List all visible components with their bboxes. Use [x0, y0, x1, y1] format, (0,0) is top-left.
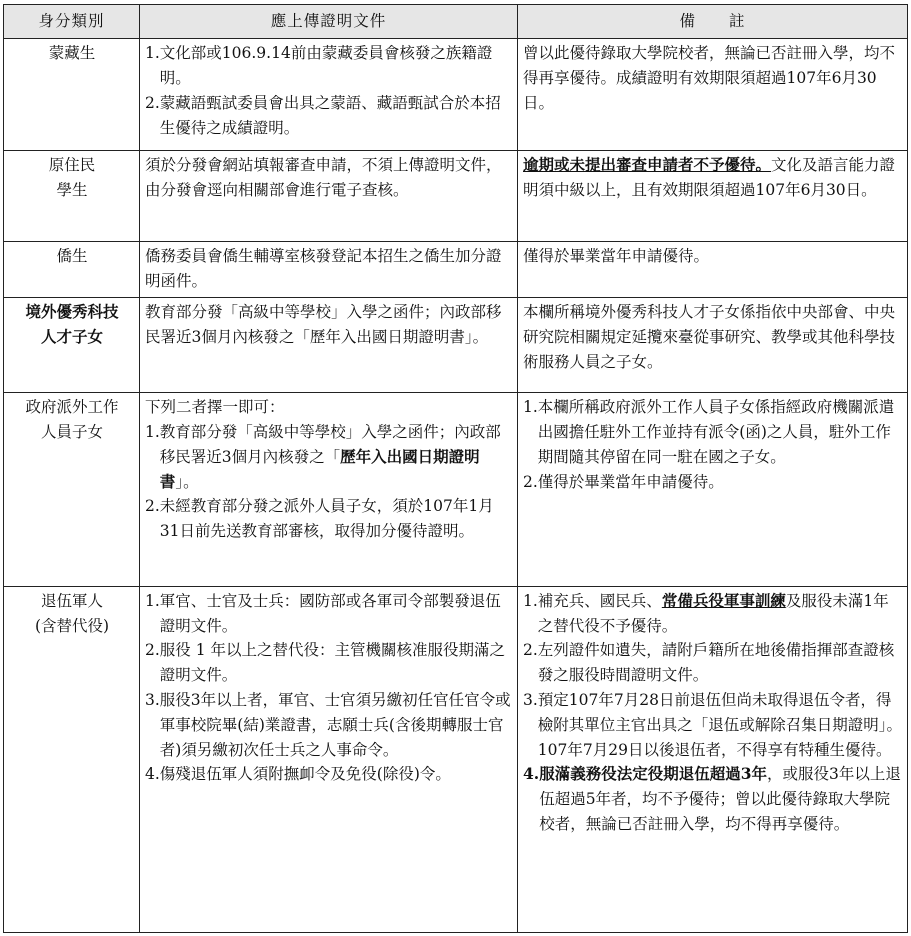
- item-emphasis: 歷年入出國日期證明書: [159, 446, 480, 491]
- item-text: 僅得於畢業當年申請優待。: [537, 472, 724, 491]
- item-number: 1.: [145, 423, 160, 442]
- remarks-emphasis: 逾期或未提出審查申請者不予優待。: [523, 155, 772, 175]
- item-number: 1.: [523, 591, 538, 610]
- item-text: ，或服役3年以上退伍超過5年者，均不予優待；曾以此優待錄取大學院校者，無論已否註冊入學，均不得再享優待。: [539, 765, 901, 834]
- documents-cell: [140, 297, 518, 392]
- category-label-line2: 人才子女: [40, 326, 103, 346]
- list-item: [145, 638, 513, 688]
- category-label: 僑生: [56, 246, 88, 265]
- list-item: [145, 41, 513, 91]
- table-row: [4, 586, 908, 932]
- item-text: 蒙藏語甄試委員會出具之蒙語、藏語甄試合於本招生優待之成績證明。: [159, 93, 501, 137]
- remarks-text: 本欄所稱境外優秀科技人才子女係指依中央部會、中央研究院相關規定延攬來臺從事研究、教學或其他科學技術服務人員之子女。: [523, 302, 896, 371]
- table-row: [4, 297, 908, 392]
- item-number: 2.: [523, 641, 538, 660]
- item-emphasis: 常備兵役軍事訓練: [661, 590, 786, 610]
- item-text: 教育部分發「高級中等學校」入學之函件；內政部移民署近3個月內核發之「: [159, 423, 501, 466]
- category-cell: [4, 241, 140, 297]
- item-text-pre: 補充兵、國民兵、: [537, 591, 662, 610]
- category-label-line1: 政府派外工作: [25, 398, 119, 417]
- item-number: 1.: [523, 398, 538, 417]
- remarks-cell: [518, 39, 908, 151]
- list-item: [523, 688, 903, 762]
- remarks-cell: [518, 586, 908, 932]
- item-text: 左列證件如遺失，請附戶籍所在地後備指揮部查證核發之服役時間證明文件。: [537, 641, 895, 685]
- list-item: [523, 395, 903, 469]
- item-number: 2.: [145, 641, 160, 660]
- table-row: [4, 241, 908, 297]
- special-status-table: [3, 4, 908, 933]
- header-identity: 身分類別: [4, 5, 140, 39]
- category-cell: [4, 151, 140, 241]
- list-item: [145, 589, 513, 639]
- category-label-line1: 境外優秀科技: [25, 301, 119, 321]
- item-text: 未經教育部分發之派外人員子女，須於107年1月31日前先送教育部審核，取得加分優待證明。: [159, 497, 494, 541]
- item-number: 3.: [523, 691, 538, 710]
- remarks-text: 曾以此優待錄取大學院校者，無論已否註冊入學，均不得再享優待。成績證明有效期限須超過107年6月30日。: [523, 44, 896, 112]
- remarks-cell: [518, 241, 908, 297]
- header-documents: 應上傳證明文件: [140, 5, 518, 39]
- documents-intro: 下列二者擇一即可：: [145, 398, 285, 417]
- category-label-line2: 學生: [56, 181, 88, 200]
- list-item: [145, 91, 513, 141]
- documents-cell: [140, 151, 518, 241]
- item-number: 2.: [145, 93, 160, 112]
- item-text-wrapper: [538, 589, 903, 639]
- item-text-after: 」。: [175, 472, 199, 491]
- category-cell: [4, 393, 140, 587]
- documents-cell: [140, 39, 518, 151]
- item-text: 服役 1 年以上之替代役：主管機關核准服役期滿之證明文件。: [159, 641, 506, 685]
- item-text: 服役3年以上者，軍官、士官須另繳初任官任官令或軍事校院畢(結)業證書，志願士兵(含後期轉服士官者)須另繳初次任士兵之人事命令。: [159, 691, 511, 759]
- item-number: 1.: [145, 591, 160, 610]
- list-item: [145, 688, 513, 762]
- item-text-wrapper: [539, 762, 903, 836]
- documents-cell: [140, 241, 518, 297]
- documents-text: 僑務委員會僑生輔導室核發登記本招生之僑生加分證明函件。: [145, 246, 502, 290]
- list-item: [145, 494, 513, 544]
- remarks-cell: [518, 297, 908, 392]
- category-cell: [4, 39, 140, 151]
- item-text: 軍官、士官及士兵：國防部或各軍司令部製發退伍證明文件。: [159, 591, 501, 635]
- item-text: 文化部或106.9.14前由蒙藏委員會核發之族籍證明。: [159, 44, 493, 87]
- table-row: [4, 393, 908, 587]
- list-item: [145, 762, 513, 787]
- documents-text: 須於分發會網站填報審查申請，不須上傳證明文件，由分發會逕向相關部會進行電子查核。: [145, 156, 502, 200]
- list-item: [523, 470, 903, 495]
- category-label-line1: 原住民: [48, 156, 96, 175]
- item-number: 3.: [145, 691, 160, 710]
- item-number: 4.: [145, 765, 160, 784]
- category-cell: [4, 297, 140, 392]
- item-emphasis: 服滿義務役法定役期退伍超過3年: [539, 764, 767, 784]
- list-item: [523, 638, 903, 688]
- list-item: [145, 420, 513, 494]
- remarks-text: 文化及語言能力證明須中級以上，且有效期限須超過107年6月30日。: [523, 156, 896, 200]
- category-label-line2: 人員子女: [40, 423, 103, 442]
- item-text: 及服役未滿1年之替代役不予優待。: [537, 591, 889, 635]
- category-label-line1: 退伍軍人: [40, 591, 103, 610]
- category-label-line2: (含替代役): [34, 616, 110, 635]
- item-number: 1.: [145, 44, 160, 63]
- category-label: 蒙藏生: [48, 44, 96, 63]
- table-row: [4, 39, 908, 151]
- item-text: 本欄所稱政府派外工作人員子女係指經政府機關派遣出國擔任駐外工作並持有派令(函)之人員，駐外工作期間隨其停留在同一駐在國之子女。: [537, 398, 895, 466]
- item-text: 傷殘退伍軍人須附撫卹令及免役(除役)令。: [159, 765, 451, 784]
- remarks-cell: [518, 151, 908, 241]
- item-number: 2.: [145, 497, 160, 516]
- item-number: 2.: [523, 472, 538, 491]
- item-text: 預定107年7月28日前退伍但尚未取得退伍令者，得檢附其單位主官出具之「退伍或解除召集日期證明」。107年7月29日以後退伍者，不得享有特種生優待。: [537, 691, 903, 759]
- documents-text: 教育部分發「高級中等學校」入學之函件；內政部移民署近3個月內核發之「歷年入出國日期證明書」。: [145, 302, 502, 346]
- table-header-row: [4, 5, 908, 39]
- documents-cell: [140, 586, 518, 932]
- list-item: [523, 589, 903, 639]
- category-cell: [4, 586, 140, 932]
- table-row: [4, 151, 908, 241]
- header-remarks: 備 註: [518, 5, 908, 39]
- list-item: [523, 762, 903, 836]
- documents-cell: [140, 393, 518, 587]
- remarks-text: 僅得於畢業當年申請優待。: [523, 246, 710, 265]
- item-text-wrapper: [160, 420, 513, 494]
- remarks-cell: [518, 393, 908, 587]
- item-number: 4.: [523, 764, 540, 784]
